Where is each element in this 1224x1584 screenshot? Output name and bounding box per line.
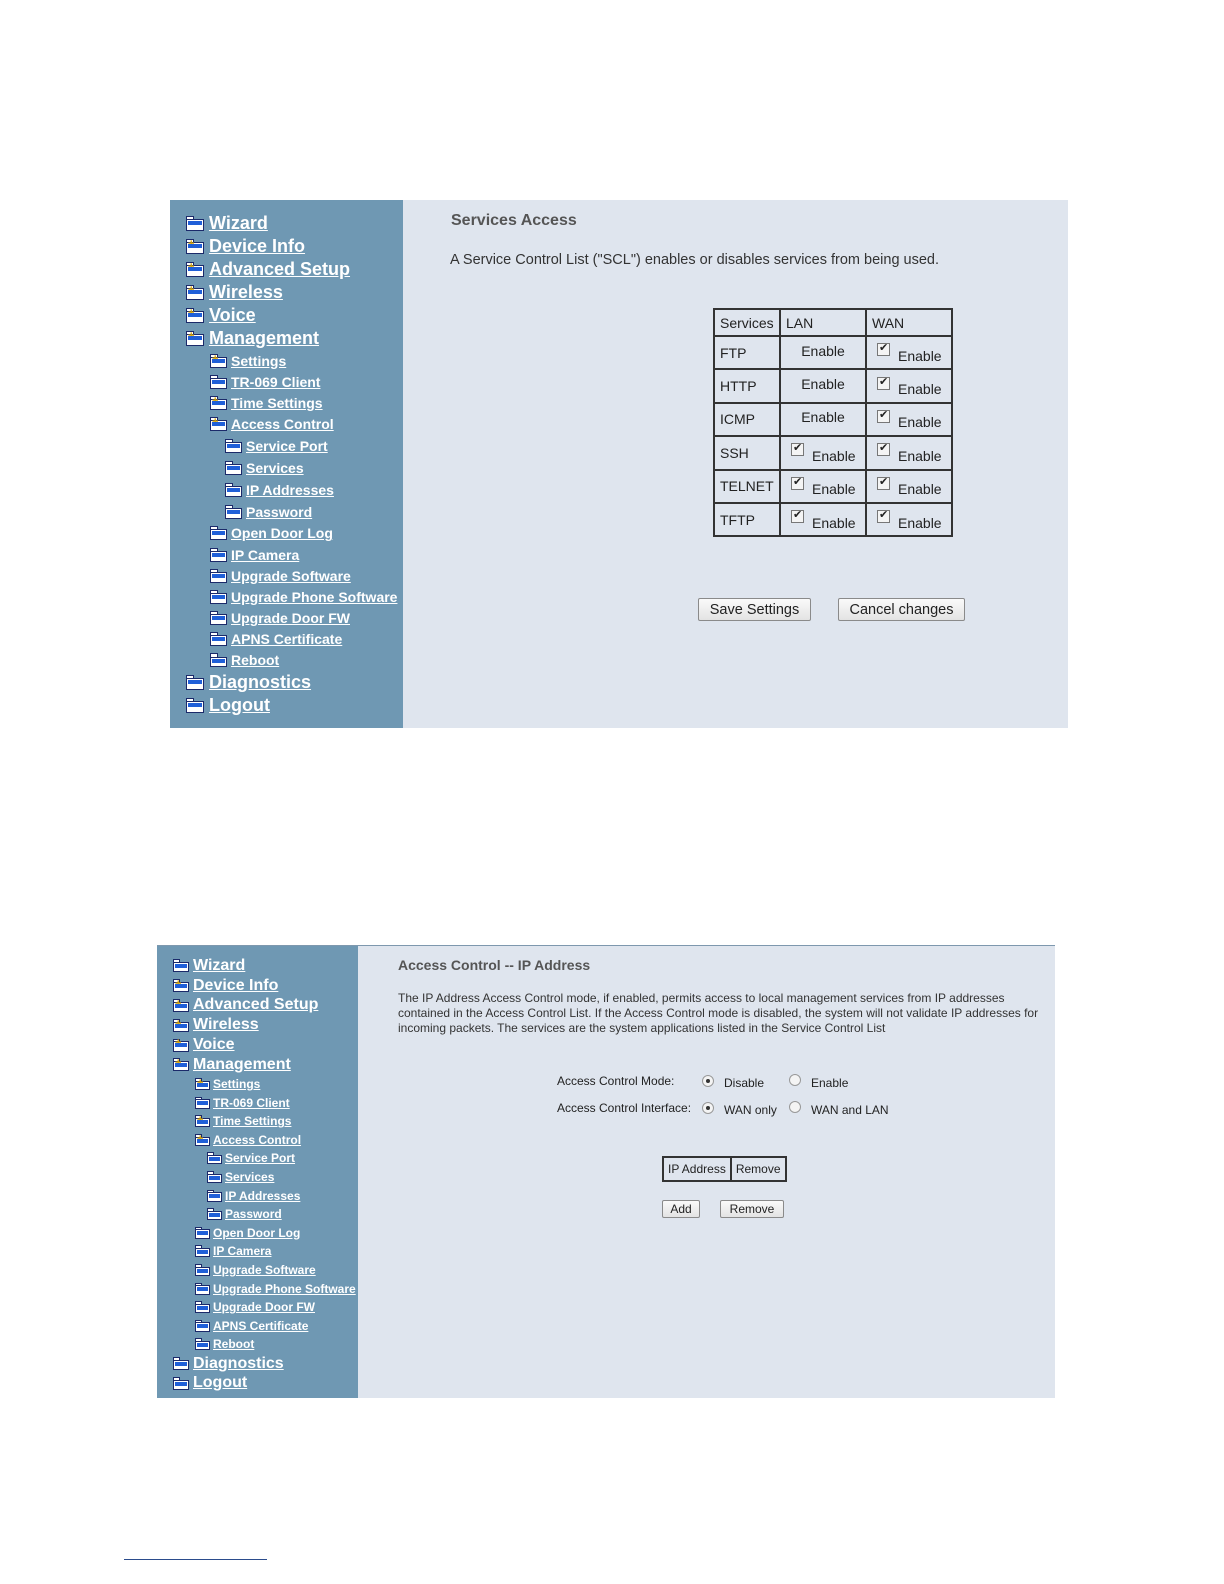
- nav-item-password[interactable]: [157, 1205, 358, 1224]
- nav-item-voice[interactable]: [157, 1035, 358, 1055]
- nav-item-upgrade-door-fw[interactable]: [157, 1298, 358, 1317]
- folder-plus-icon: [195, 1115, 210, 1127]
- interface-wan-and-lan-label: WAN and LAN: [811, 1103, 889, 1117]
- nav-link-diagnostics[interactable]: Diagnostics: [209, 672, 312, 693]
- nav-link-advanced-setup[interactable]: Advanced Setup: [193, 996, 319, 1014]
- nav-item-tr-069-client[interactable]: [157, 1093, 358, 1112]
- sidebar-nav: [170, 200, 403, 728]
- folder-icon: [195, 1245, 210, 1257]
- table-header-row: [663, 1157, 786, 1181]
- nav-link-reboot[interactable]: Reboot: [213, 1337, 255, 1352]
- wan-ftp-label: Enable: [898, 347, 942, 364]
- wan-icmp-label: Enable: [898, 414, 942, 431]
- folder-icon: [225, 461, 242, 475]
- wan-ssh-checkbox[interactable]: [877, 443, 890, 456]
- nav-link-diagnostics[interactable]: Diagnostics: [193, 1354, 284, 1372]
- nav-link-upgrade-phone-software[interactable]: Upgrade Phone Software: [213, 1281, 356, 1296]
- table-row: [714, 503, 952, 536]
- nav-item-diagnostics[interactable]: [170, 671, 403, 694]
- nav-item-access-control[interactable]: [170, 414, 403, 435]
- folder-plus-icon: [186, 331, 204, 346]
- service-name-ftp: FTP: [714, 336, 780, 369]
- nav-link-ip-camera[interactable]: IP Camera: [213, 1244, 272, 1259]
- lan-ftp-label: Enable: [801, 342, 845, 359]
- access-control-mode-label: Access Control Mode:: [557, 1074, 675, 1088]
- nav-link-logout[interactable]: Logout: [193, 1374, 248, 1392]
- ip-address-table: [662, 1156, 787, 1182]
- nav-item-services[interactable]: [170, 457, 403, 479]
- column-header-remove: Remove: [731, 1157, 786, 1181]
- nav-item-upgrade-software[interactable]: [157, 1261, 358, 1280]
- column-header-lan: LAN: [780, 309, 866, 336]
- folder-plus-icon: [186, 308, 204, 323]
- page-title: Services Access: [451, 212, 577, 229]
- nav-link-ip-addresses[interactable]: IP Addresses: [225, 1188, 301, 1203]
- nav-link-tr-069-client[interactable]: TR-069 Client: [213, 1095, 290, 1110]
- mode-disable-radio[interactable]: [702, 1075, 714, 1087]
- access-control-ip-screen: [157, 945, 1055, 1398]
- nav-item-open-door-log[interactable]: [157, 1224, 358, 1243]
- wan-telnet-checkbox[interactable]: [877, 477, 890, 490]
- wan-tftp-checkbox[interactable]: [877, 510, 890, 523]
- nav-link-upgrade-door-fw[interactable]: Upgrade Door FW: [213, 1300, 315, 1315]
- lan-tftp-label: Enable: [812, 514, 856, 531]
- nav-link-management[interactable]: Management: [193, 1055, 291, 1073]
- cancel-changes-button[interactable]: Cancel changes: [838, 598, 965, 621]
- folder-icon: [210, 548, 227, 562]
- nav-link-wizard[interactable]: Wizard: [193, 956, 246, 974]
- folder-icon: [207, 1208, 222, 1220]
- lan-ssh-checkbox[interactable]: [791, 443, 804, 456]
- lan-telnet-checkbox[interactable]: [791, 477, 804, 490]
- nav-item-open-door-log[interactable]: [170, 523, 403, 544]
- nav-item-advanced-setup[interactable]: [157, 996, 358, 1016]
- table-header-row: [714, 309, 952, 336]
- folder-icon: [207, 1190, 222, 1202]
- folder-icon: [195, 1227, 210, 1239]
- folder-plus-icon: [173, 1058, 189, 1071]
- sidebar-nav: [157, 946, 358, 1398]
- wan-tftp-label: Enable: [898, 514, 942, 531]
- remove-button[interactable]: Remove: [720, 1200, 784, 1218]
- nav-link-voice[interactable]: Voice: [209, 305, 256, 325]
- folder-icon: [195, 1301, 210, 1313]
- nav-link-upgrade-phone-software[interactable]: Upgrade Phone Software: [231, 588, 398, 605]
- nav-item-device-info[interactable]: [157, 976, 358, 996]
- folder-plus-icon: [173, 1039, 189, 1052]
- nav-item-services[interactable]: [157, 1168, 358, 1187]
- main-content: [403, 200, 1068, 728]
- folder-icon: [195, 1283, 210, 1295]
- nav-item-ip-addresses[interactable]: [157, 1186, 358, 1205]
- wan-icmp-checkbox[interactable]: [877, 410, 890, 423]
- page-title: Access Control -- IP Address: [398, 957, 591, 973]
- nav-link-device-info[interactable]: Device Info: [209, 236, 306, 256]
- table-row: [714, 336, 952, 369]
- service-control-table: [713, 308, 953, 537]
- nav-item-ip-addresses[interactable]: [170, 479, 403, 501]
- folder-icon: [195, 1097, 210, 1109]
- nav-item-password[interactable]: [170, 501, 403, 523]
- folder-icon: [225, 439, 242, 453]
- nav-item-device-info[interactable]: [170, 235, 403, 258]
- service-name-http: HTTP: [714, 369, 780, 402]
- nav-item-service-port[interactable]: [157, 1149, 358, 1168]
- add-button[interactable]: Add: [662, 1200, 700, 1218]
- wan-ssh-label: Enable: [898, 447, 942, 464]
- nav-link-management[interactable]: Management: [209, 328, 320, 348]
- nav-item-wireless[interactable]: [157, 1015, 358, 1035]
- folder-plus-icon: [195, 1134, 210, 1146]
- save-settings-button[interactable]: Save Settings: [698, 598, 811, 621]
- nav-item-service-port[interactable]: [170, 435, 403, 457]
- nav-link-time-settings[interactable]: Time Settings: [231, 394, 323, 411]
- nav-link-password[interactable]: Password: [225, 1207, 282, 1222]
- interface-wan-and-lan-radio[interactable]: [789, 1101, 801, 1113]
- folder-plus-icon: [186, 285, 204, 300]
- nav-tree: [157, 956, 358, 1393]
- wan-telnet-label: Enable: [898, 481, 942, 498]
- lan-icmp-label: Enable: [801, 409, 845, 426]
- nav-item-upgrade-door-fw[interactable]: [170, 608, 403, 629]
- nav-link-service-port[interactable]: Service Port: [225, 1151, 296, 1166]
- mode-disable-label: Disable: [724, 1076, 765, 1090]
- folder-icon: [195, 1264, 210, 1276]
- lan-ssh-label: Enable: [812, 447, 856, 464]
- nav-item-upgrade-phone-software[interactable]: [170, 586, 403, 607]
- nav-link-services[interactable]: Services: [246, 459, 304, 476]
- nav-item-wizard[interactable]: [157, 956, 358, 976]
- table-row: [714, 436, 952, 469]
- nav-link-upgrade-software[interactable]: Upgrade Software: [213, 1263, 316, 1278]
- nav-item-wireless[interactable]: [170, 281, 403, 304]
- nav-link-upgrade-software[interactable]: Upgrade Software: [231, 567, 351, 584]
- nav-link-device-info[interactable]: Device Info: [193, 976, 279, 994]
- nav-item-ip-camera[interactable]: [157, 1242, 358, 1261]
- nav-link-open-door-log[interactable]: Open Door Log: [213, 1225, 301, 1240]
- nav-link-settings[interactable]: Settings: [231, 352, 287, 369]
- folder-icon: [207, 1152, 222, 1164]
- folder-plus-icon: [173, 999, 189, 1012]
- lan-tftp-checkbox[interactable]: [791, 510, 804, 523]
- nav-item-voice[interactable]: [170, 304, 403, 327]
- wan-ftp-checkbox[interactable]: [877, 343, 890, 356]
- table-row: [714, 403, 952, 436]
- folder-plus-icon: [173, 1019, 189, 1032]
- nav-item-tr-069-client[interactable]: [170, 371, 403, 392]
- main-content: [358, 946, 1055, 1398]
- table-row: [714, 369, 952, 402]
- folder-icon: [225, 483, 242, 497]
- service-name-icmp: ICMP: [714, 403, 780, 436]
- column-header-wan: WAN: [866, 309, 952, 336]
- folder-plus-icon: [186, 239, 204, 254]
- nav-item-time-settings[interactable]: [157, 1112, 358, 1131]
- folder-icon: [195, 1320, 210, 1332]
- nav-link-apns-certificate[interactable]: APNS Certificate: [231, 631, 343, 648]
- page-description: A Service Control List ("SCL") enables or disables services from being used.: [450, 252, 940, 268]
- nav-item-advanced-setup[interactable]: [170, 258, 403, 281]
- wan-http-label: Enable: [898, 381, 942, 398]
- nav-item-logout[interactable]: [157, 1373, 358, 1393]
- lan-telnet-label: Enable: [812, 481, 856, 498]
- nav-link-ip-addresses[interactable]: IP Addresses: [246, 481, 334, 498]
- folder-icon: [210, 375, 227, 389]
- nav-link-password[interactable]: Password: [246, 503, 313, 520]
- interface-wan-only-label: WAN only: [724, 1103, 777, 1117]
- nav-tree: [170, 212, 403, 717]
- nav-link-upgrade-door-fw[interactable]: Upgrade Door FW: [231, 610, 350, 627]
- folder-plus-icon: [186, 262, 204, 277]
- folder-icon: [186, 698, 204, 713]
- services-access-screen: [170, 200, 1068, 728]
- folder-icon: [210, 611, 227, 625]
- nav-item-time-settings[interactable]: [170, 392, 403, 413]
- folder-icon: [210, 632, 227, 646]
- nav-item-access-control[interactable]: [157, 1131, 358, 1150]
- mode-enable-label: Enable: [811, 1076, 849, 1090]
- lan-http-label: Enable: [801, 376, 845, 393]
- nav-item-ip-camera[interactable]: [170, 544, 403, 565]
- nav-link-access-control[interactable]: Access Control: [213, 1132, 302, 1147]
- nav-link-settings[interactable]: Settings: [213, 1077, 261, 1092]
- nav-link-voice[interactable]: Voice: [193, 1036, 235, 1054]
- nav-link-logout[interactable]: Logout: [209, 695, 270, 716]
- access-control-interface-label: Access Control Interface:: [557, 1101, 692, 1115]
- column-header-ip-address: IP Address: [663, 1157, 731, 1181]
- nav-link-service-port[interactable]: Service Port: [246, 437, 328, 454]
- nav-link-services[interactable]: Services: [225, 1170, 275, 1185]
- folder-plus-icon: [210, 396, 227, 410]
- page-description: The IP Address Access Control mode, if enabled, permits access to local management services from IP addresses contained in the Access Control List. If the Access Control mode is disabled, the system will not validate IP addresses for incoming packets. The services are the system applications listed in the Service Control List: [398, 991, 1039, 1035]
- folder-icon: [207, 1171, 222, 1183]
- nav-item-logout[interactable]: [170, 694, 403, 717]
- folder-plus-icon: [173, 979, 189, 992]
- nav-link-wireless[interactable]: Wireless: [209, 282, 283, 302]
- folder-icon: [210, 569, 227, 583]
- nav-link-open-door-log[interactable]: Open Door Log: [231, 525, 333, 542]
- nav-item-upgrade-phone-software[interactable]: [157, 1279, 358, 1298]
- mode-enable-radio[interactable]: [789, 1074, 801, 1086]
- folder-icon: [173, 959, 189, 972]
- nav-link-apns-certificate[interactable]: APNS Certificate: [213, 1318, 309, 1333]
- folder-icon: [195, 1338, 210, 1350]
- nav-item-diagnostics[interactable]: [157, 1354, 358, 1374]
- wan-http-checkbox[interactable]: [877, 377, 890, 390]
- nav-link-reboot[interactable]: Reboot: [231, 652, 280, 669]
- service-name-telnet: TELNET: [714, 470, 780, 503]
- nav-link-time-settings[interactable]: Time Settings: [213, 1114, 292, 1129]
- footnote-separator: [124, 1559, 267, 1560]
- service-name-tftp: TFTP: [714, 503, 780, 536]
- nav-item-settings[interactable]: [157, 1075, 358, 1094]
- folder-plus-icon: [195, 1078, 210, 1090]
- nav-item-apns-certificate[interactable]: [157, 1317, 358, 1336]
- interface-wan-only-radio[interactable]: [702, 1102, 714, 1114]
- table-row: [714, 470, 952, 503]
- service-name-ssh: SSH: [714, 436, 780, 469]
- folder-icon: [225, 505, 242, 519]
- column-header-services: Services: [714, 309, 780, 336]
- nav-item-wizard[interactable]: [170, 212, 403, 235]
- folder-plus-icon: [210, 417, 227, 431]
- folder-icon: [210, 526, 227, 540]
- nav-link-advanced-setup[interactable]: Advanced Setup: [209, 259, 351, 279]
- nav-item-upgrade-software[interactable]: [170, 565, 403, 586]
- nav-item-settings[interactable]: [170, 350, 403, 371]
- nav-link-wizard[interactable]: Wizard: [209, 213, 268, 233]
- folder-icon: [173, 1377, 189, 1390]
- nav-link-tr-069-client[interactable]: TR-069 Client: [231, 373, 321, 390]
- nav-link-wireless[interactable]: Wireless: [193, 1016, 259, 1034]
- nav-item-apns-certificate[interactable]: [170, 629, 403, 650]
- folder-plus-icon: [210, 354, 227, 368]
- nav-item-reboot[interactable]: [170, 650, 403, 671]
- nav-item-management[interactable]: [170, 327, 403, 350]
- nav-link-access-control[interactable]: Access Control: [231, 416, 334, 433]
- nav-link-ip-camera[interactable]: IP Camera: [231, 546, 300, 563]
- folder-icon: [210, 653, 227, 667]
- folder-icon: [186, 675, 204, 690]
- folder-icon: [210, 590, 227, 604]
- folder-icon: [186, 216, 204, 231]
- nav-item-management[interactable]: [157, 1055, 358, 1075]
- folder-icon: [173, 1357, 189, 1370]
- nav-item-reboot[interactable]: [157, 1335, 358, 1354]
